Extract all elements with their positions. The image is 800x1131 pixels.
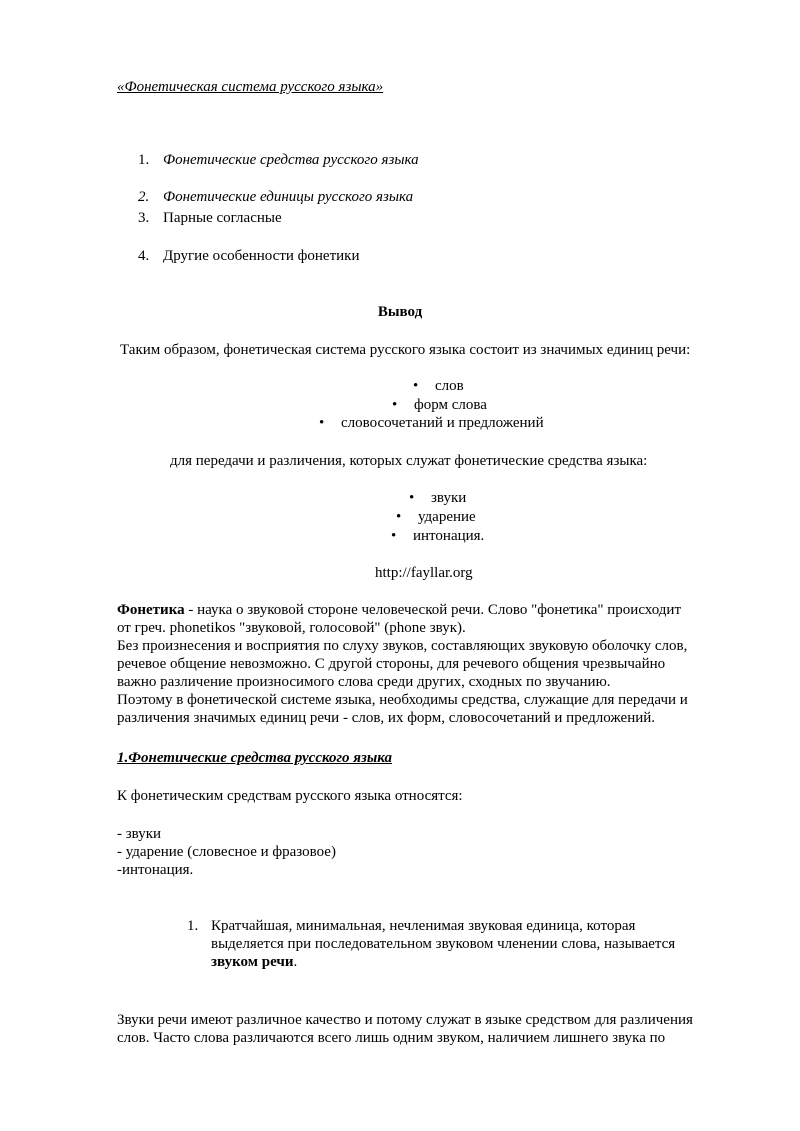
section-heading: 1.Фонетические средства русского языка	[117, 750, 393, 766]
bullet-icon: •	[392, 397, 398, 413]
section-paragraph-line: Звуки речи имеют различное качество и потому служат в языке средством для различения	[117, 1012, 693, 1028]
definition-text: речевое общение невозможно. С другой стороны, для речевого общения чрезвычайно	[117, 656, 666, 672]
definition-text: различения значимых единиц речи - слов, их форм, словосочетаний и предложений.	[117, 710, 656, 726]
section-list-item: - звуки	[117, 826, 162, 842]
definition-text: важно различение произносимого слова среди других, сходных по звучанию.	[117, 674, 611, 690]
definition-term: Фонетика	[117, 602, 185, 618]
conclusion-means-text: интонация.	[413, 528, 485, 544]
numbered-item-text	[211, 917, 751, 971]
numbered-item-line: Кратчайшая, минимальная, нечленимая звуковая единица, которая	[211, 918, 636, 934]
bullet-icon: •	[409, 490, 415, 506]
definition-paragraph	[117, 601, 747, 727]
conclusion-unit-text: форм слова	[414, 397, 487, 413]
section-intro: К фонетическим средствам русского языка относятся:	[117, 788, 463, 804]
section-list-item: - ударение (словесное и фразовое)	[117, 844, 336, 860]
conclusion-middle: для передачи и различения, которых служат фонетические средства языка:	[170, 453, 648, 469]
toc-item-number: 2.	[138, 189, 150, 205]
conclusion-heading: Вывод	[377, 304, 423, 320]
conclusion-means-text: ударение	[418, 509, 476, 525]
source-link[interactable]: http://fayllar.org	[375, 565, 473, 581]
definition-text: от греч. phonetikos "звуковой, голосовой" (phone звук).	[117, 620, 466, 636]
toc-item-number: 3.	[138, 210, 150, 226]
conclusion-unit-text: слов	[435, 378, 464, 394]
section-paragraph	[117, 1011, 747, 1047]
conclusion-means-item	[396, 508, 476, 526]
bullet-icon: •	[319, 415, 325, 431]
bullet-icon: •	[391, 528, 397, 544]
bullet-icon: •	[413, 378, 419, 394]
document-title: «Фонетическая система русского языка»	[117, 79, 384, 95]
conclusion-unit-item	[413, 377, 464, 395]
toc-item-text: Другие особенности фонетики	[163, 248, 360, 264]
toc-item-text: Фонетические средства русского языка	[163, 152, 419, 168]
toc-item-number: 4.	[138, 248, 150, 264]
conclusion-unit-text: словосочетаний и предложений	[341, 415, 544, 431]
toc-item-text: Парные согласные	[163, 210, 282, 226]
numbered-item-number: 1.	[187, 918, 199, 934]
toc-item-number: 1.	[138, 152, 150, 168]
section-paragraph-line: слов. Часто слова различаются всего лишь одним звуком, наличием лишнего звука по	[117, 1030, 666, 1046]
bullet-icon: •	[396, 509, 402, 525]
conclusion-unit-item	[392, 396, 487, 414]
term-sound-of-speech: звуком речи	[211, 954, 294, 970]
conclusion-unit-item	[319, 414, 544, 432]
numbered-item-line: выделяется при последовательном звуковом членении слова, называется	[211, 936, 676, 952]
conclusion-intro: Таким образом, фонетическая система русского языка состоит из значимых единиц речи:	[120, 342, 691, 358]
section-list-item: -интонация.	[117, 862, 194, 878]
definition-text: Поэтому в фонетической системе языка, необходимы средства, служащие для передачи и	[117, 692, 688, 708]
conclusion-means-text: звуки	[431, 490, 467, 506]
definition-text: - наука о звуковой стороне человеческой речи. Слово "фонетика" происходит	[184, 602, 681, 618]
definition-text: Без произнесения и восприятия по слуху звуков, составляющих звуковую оболочку слов,	[117, 638, 688, 654]
numbered-item	[0, 917, 800, 977]
conclusion-means-item	[409, 489, 466, 507]
toc-item-text: Фонетические единицы русского языка	[163, 189, 414, 205]
numbered-item-line: .	[293, 954, 298, 970]
conclusion-means-item	[391, 527, 484, 545]
